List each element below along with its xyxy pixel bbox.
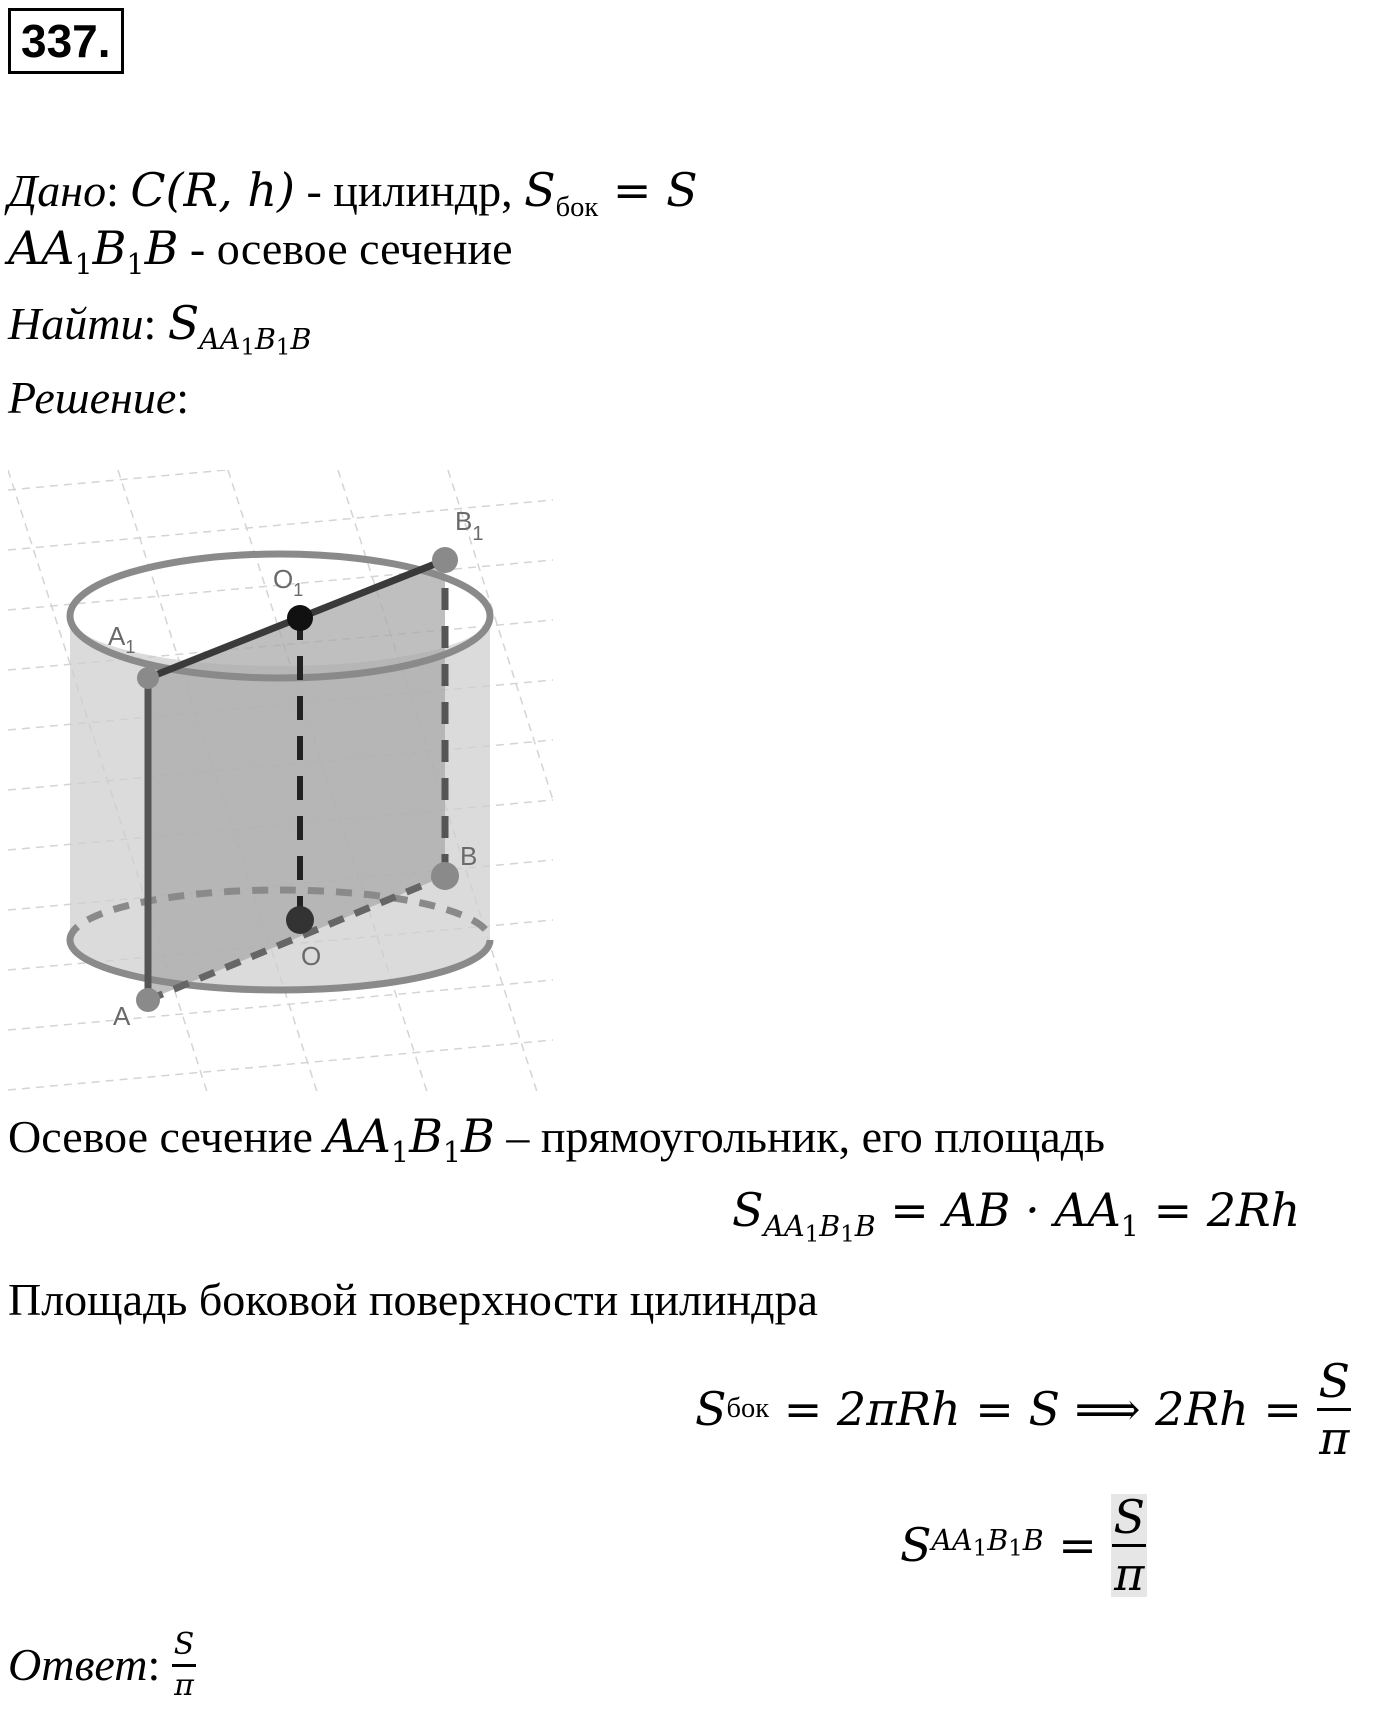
find-line: Найти: $S_{AA1B1B}$ — [8, 296, 312, 361]
find-label: Найти — [8, 298, 144, 349]
given-line: Дано: C(R, h) - цилиндр, $S_{бок} = S$ — [8, 163, 698, 223]
label-O: O — [301, 941, 322, 971]
answer-fraction: $\frac{S}{\pi}$ — [173, 1626, 195, 1703]
cylinder-figure — [8, 470, 553, 1095]
section-area-result: S AA1B1B = $\frac{S}{\pi}$ — [900, 1489, 1145, 1601]
solution-label: Решение — [8, 372, 177, 423]
label-A: A — [113, 1001, 131, 1031]
label-A1: $A_1$ — [108, 621, 136, 657]
section-line: $AA_1B_1B$ - осевое сечение — [8, 221, 513, 281]
label-B1: $B_1$ — [455, 506, 484, 545]
solution-line: Решение: — [8, 372, 190, 423]
given-label: Дано — [8, 165, 107, 216]
lateral-area-formula: S бок = 2πRh = S ⟹ 2Rh = $\frac{S}{\pi}$ — [695, 1353, 1351, 1465]
answer-label: Ответ — [8, 1639, 148, 1690]
cylinder-diagram — [8, 470, 553, 1095]
axial-section-statement: Осевое сечение $AA_1B_1B$ – прямоугольник, его площадь — [8, 1109, 1106, 1169]
cylinder-symbol: C — [130, 163, 166, 217]
fraction-S-over-pi: $\frac{S}{\pi}$ — [1318, 1353, 1351, 1465]
problem-number: 337. — [8, 8, 124, 74]
fraction-result: $\frac{S}{\pi}$ — [1113, 1489, 1145, 1601]
lateral-surface-statement: Площадь боковой поверхности цилиндра — [8, 1274, 818, 1325]
answer-line: Ответ : $\frac{S}{\pi}$ — [8, 1626, 195, 1703]
area-formula-section: $S_{AA1B1B}$ = AB · $AA_1 = 2Rh$ — [732, 1183, 1301, 1248]
label-O1: $O_1$ — [273, 564, 304, 600]
label-B: B — [460, 841, 478, 871]
